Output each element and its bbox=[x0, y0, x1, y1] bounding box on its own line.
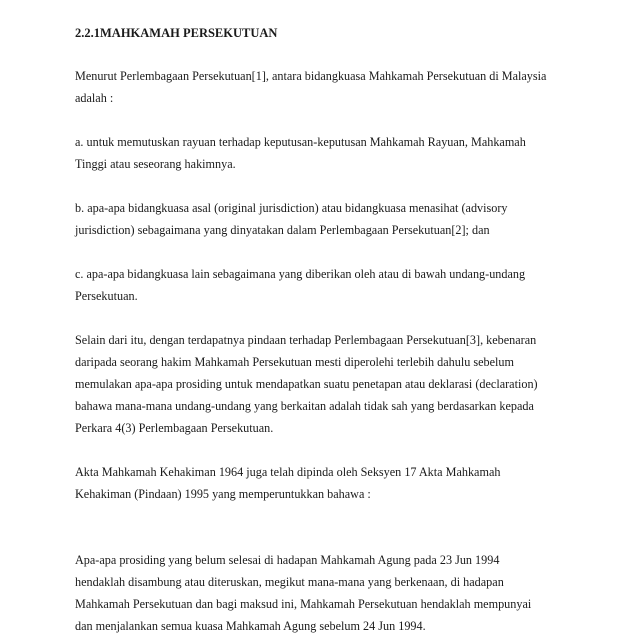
text-line: c. apa-apa bidangkuasa lain sebagaimana yang diberikan oleh atau di bawah undang-undang bbox=[75, 267, 526, 281]
text-line: Akta Mahkamah Kehakiman 1964 juga telah dipinda oleh Seksyen 17 Akta Mahkamah bbox=[75, 465, 501, 479]
text-line: dan menjalankan semua kuasa Mahkamah Agung sebelum 24 Jun 1994. bbox=[75, 619, 426, 633]
paragraph-item-c bbox=[75, 263, 575, 307]
text-line: hendaklah disambung atau diteruskan, megikut mana-mana yang berkenaan, di hadapan bbox=[75, 575, 504, 589]
text-line: jurisdiction) sebagaimana yang dinyatakan dalam Perlembagaan Persekutuan[2]; dan bbox=[75, 223, 490, 237]
text-line: Perkara 4(3) Perlembagaan Persekutuan. bbox=[75, 421, 274, 435]
text-line: Mahkamah Persekutuan dan bagi maksud ini, Mahkamah Persekutuan hendaklah mempunyai bbox=[75, 597, 532, 611]
text-line: Kehakiman (Pindaan) 1995 yang memperuntukkan bahawa : bbox=[75, 487, 371, 501]
paragraph-item-a bbox=[75, 131, 575, 175]
text-line: Selain dari itu, dengan terdapatnya pindaan terhadap Perlembagaan Persekutuan[3], kebenaran bbox=[75, 333, 537, 347]
section-heading: 2.2.1MAHKAMAH PERSEKUTUAN bbox=[75, 26, 278, 40]
text-line: a. untuk memutuskan rayuan terhadap keputusan-keputusan Mahkamah Rayuan, Mahkamah bbox=[75, 135, 526, 149]
document-page bbox=[75, 22, 575, 637]
paragraph-amendment bbox=[75, 329, 575, 439]
text-line: Tinggi atau seseorang hakimnya. bbox=[75, 157, 236, 171]
paragraph-intro bbox=[75, 65, 575, 109]
paragraph-act bbox=[75, 461, 575, 505]
text-line: b. apa-apa bidangkuasa asal (original jurisdiction) atau bidangkuasa menasihat (advisory bbox=[75, 201, 508, 215]
text-line: Apa-apa prosiding yang belum selesai di hadapan Mahkamah Agung pada 23 Jun 1994 bbox=[75, 553, 500, 567]
paragraph-item-b bbox=[75, 197, 575, 241]
text-line: Menurut Perlembagaan Persekutuan[1], antara bidangkuasa Mahkamah Persekutuan di Malaysia bbox=[75, 69, 547, 83]
text-line: adalah : bbox=[75, 91, 114, 105]
text-line: bahawa mana-mana undang-undang yang berkaitan adalah tidak sah yang berdasarkan kepada bbox=[75, 399, 534, 413]
paragraph-quote bbox=[75, 549, 575, 637]
text-line: memulakan apa-apa prosiding untuk mendapatkan suatu penetapan atau deklarasi (declaration) bbox=[75, 377, 538, 391]
text-line: daripada seorang hakim Mahkamah Persekutuan mesti diperolehi terlebih dahulu sebelum bbox=[75, 355, 514, 369]
text-line: Persekutuan. bbox=[75, 289, 138, 303]
